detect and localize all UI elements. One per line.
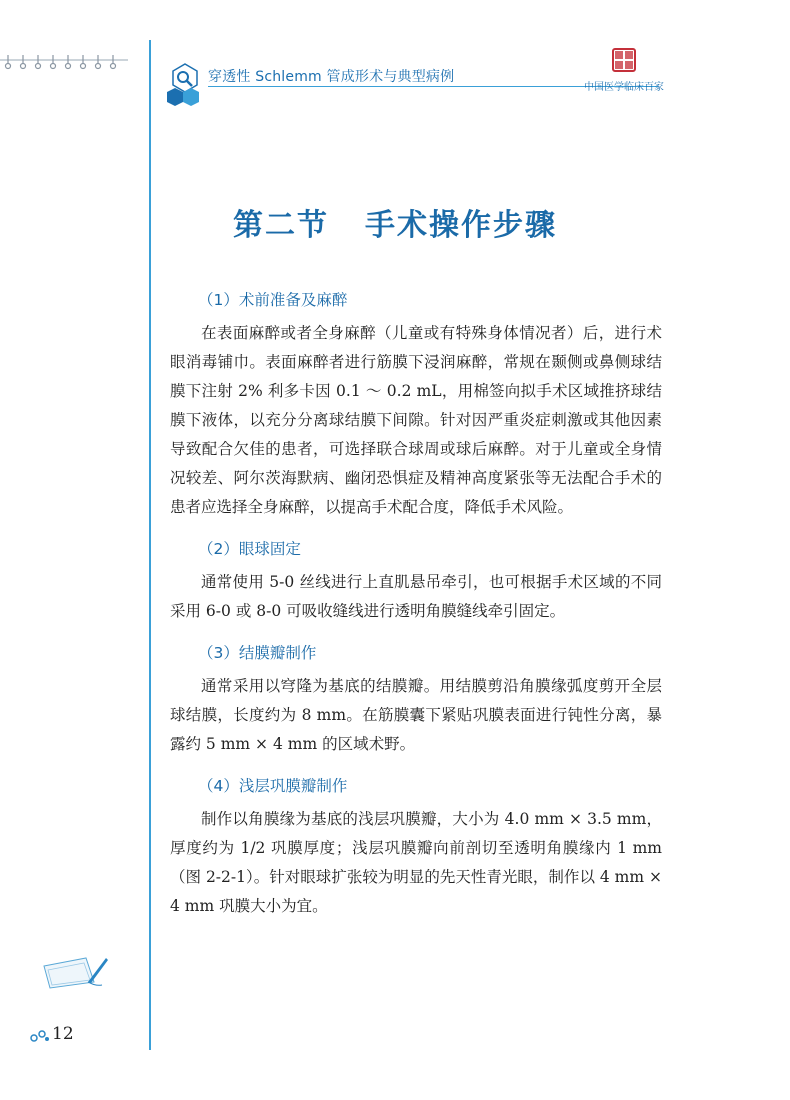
page-ornament-icon [30, 1028, 50, 1047]
notes-pen-icon [40, 952, 110, 992]
section-body [170, 285, 662, 933]
section-number: 第二节 [233, 208, 329, 243]
binder-rings-decoration [0, 52, 128, 72]
series-name: 中国医学临床百家 [584, 82, 664, 93]
section-title [0, 200, 790, 244]
margin-rule [149, 40, 151, 1050]
subsection-heading: （4）浅层巩膜瓣制作 [198, 777, 348, 795]
subsection-paragraph: 通常使用 5-0 丝线进行上直肌悬吊牵引，也可根据手术区域的不同采用 6-0 或 8-0 可吸收缝线进行透明角膜缝线牵引固定。 [170, 573, 662, 620]
series-seal-logo [612, 48, 636, 72]
subsection-heading: （1）术前准备及麻醉 [198, 291, 348, 309]
page-number: 12 [52, 1024, 74, 1044]
subsection-paragraph: 在表面麻醉或者全身麻醉（儿童或有特殊身体情况者）后，进行术眼消毒铺巾。表面麻醉者进行筋膜下浸润麻醉，常规在颞侧或鼻侧球结膜下注射 2% 利多卡因 0.1 ～ 0.2 mL，用棉签向拟手术区域推挤球结膜下液体，以充分分离球结膜下间隙。针对因严重炎症刺激或其他因素导致配合欠佳的患者，可选择联合球周或球后麻醉。对于儿童或全身情况较差、阿尔茨海默病、幽闭恐惧症及精神高度紧张等无法配合手术的患者应选择全身麻醉，以提高手术配合度，降低手术风险。 [170, 324, 662, 516]
subsection-paragraph: 制作以角膜缘为基底的浅层巩膜瓣，大小为 4.0 mm × 3.5 mm，厚度约为 1/2 巩膜厚度；浅层巩膜瓣向前剖切至透明角膜缘内 1 mm（图 2-2-1）。针对眼球扩张较为明显的先天性青光眼，制作以 4 mm × 4 mm 巩膜大小为宜。 [170, 810, 662, 915]
subsection-heading: （3）结膜瓣制作 [198, 644, 317, 662]
subsection-paragraph: 通常采用以穹隆为基底的结膜瓣。用结膜剪沿角膜缘弧度剪开全层球结膜，长度约为 8 mm。在筋膜囊下紧贴巩膜表面进行钝性分离，暴露约 5 mm × 4 mm 的区域术野。 [170, 677, 662, 753]
running-header-title: 穿透性 Schlemm 管成形术与典型病例 [208, 69, 455, 85]
hexagon-magnifier-icon [163, 62, 207, 110]
section-name: 手术操作步骤 [365, 208, 557, 243]
subsection-heading: （2）眼球固定 [198, 540, 301, 558]
